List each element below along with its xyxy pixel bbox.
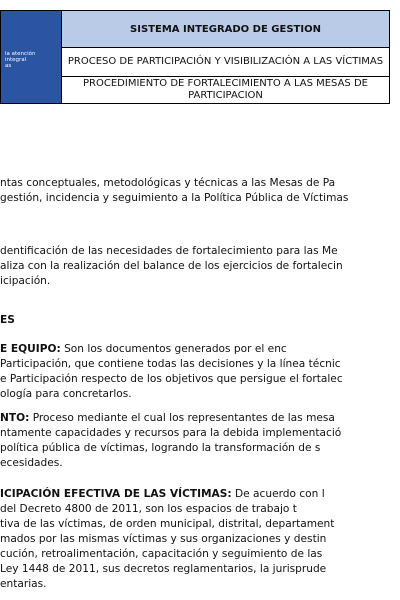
text-line: mados por las mismas víctimas y sus organizaciones y destin (0, 533, 327, 545)
text-line: entarias. (0, 578, 47, 590)
text-line: dentificación de las necesidades de fortalecimiento para las Me (0, 245, 338, 257)
text-line: ntamente capacidades y recursos para la debida implementació (0, 427, 342, 439)
definition-term: NTO: (0, 412, 30, 424)
document-header-table (0, 10, 390, 104)
logo (1, 11, 62, 104)
logo-text-line: la atención (5, 51, 36, 57)
text-line: ecesidades. (0, 457, 63, 469)
text-line: icipación. (0, 275, 51, 287)
text-line: gestión, incidencia y seguimiento a la Política Pública de Víctimas (0, 192, 349, 204)
definition-paragraph (0, 487, 400, 592)
process-name: PROCESO DE PARTICIPACIÓN Y VISIBILIZACIÓN A LAS VÍCTIMAS (62, 48, 390, 77)
text-line: ntas conceptuales, metodológicas y técnicas a las Mesas de Pa (0, 177, 336, 189)
definition-paragraph (0, 411, 400, 471)
scope-paragraph (0, 244, 400, 289)
text-line: tiva de las víctimas, de orden municipal, distrital, departament (0, 518, 335, 530)
objective-paragraph (0, 176, 400, 206)
text-line: Participación, que contiene todas las decisiones y la línea técnic (0, 358, 341, 370)
text-line: Ley 1448 de 2011, sus decretos reglamentarios, la jurisprude (0, 563, 327, 575)
logo-text-line: as (5, 63, 12, 69)
text-line: del Decreto 4800 de 2011, son los espacios de trabajo t (0, 503, 297, 515)
definition-paragraph (0, 342, 400, 402)
definition-term: ICIPACIÓN EFECTIVA DE LAS VÍCTIMAS: (0, 488, 232, 500)
text-line: aliza con la realización del balance de los ejercicios de fortalecin (0, 260, 343, 272)
section-heading: ES (0, 314, 15, 326)
logo-text-line: integral (5, 57, 27, 63)
text-line: política pública de víctimas, logrando la transformación de s (0, 442, 321, 454)
text-line: ología para concretarlos. (0, 388, 132, 400)
definition-term: E EQUIPO: (0, 343, 61, 355)
text-line: cución, retroalimentación, capacitación y seguimiento de las (0, 548, 323, 560)
system-title: SISTEMA INTEGRADO DE GESTION (62, 11, 390, 48)
text-line: e Participación respecto de los objetivos que persigue el fortalec (0, 373, 343, 385)
text-line: Son los documentos generados por el enc (60, 343, 287, 355)
text-line: Proceso mediante el cual los representantes de las mesa (29, 412, 335, 424)
text-line: De acuerdo con l (231, 488, 325, 500)
procedure-name: PROCEDIMIENTO DE FORTALECIMIENTO A LAS MESAS DE PARTICIPACION (62, 77, 390, 104)
